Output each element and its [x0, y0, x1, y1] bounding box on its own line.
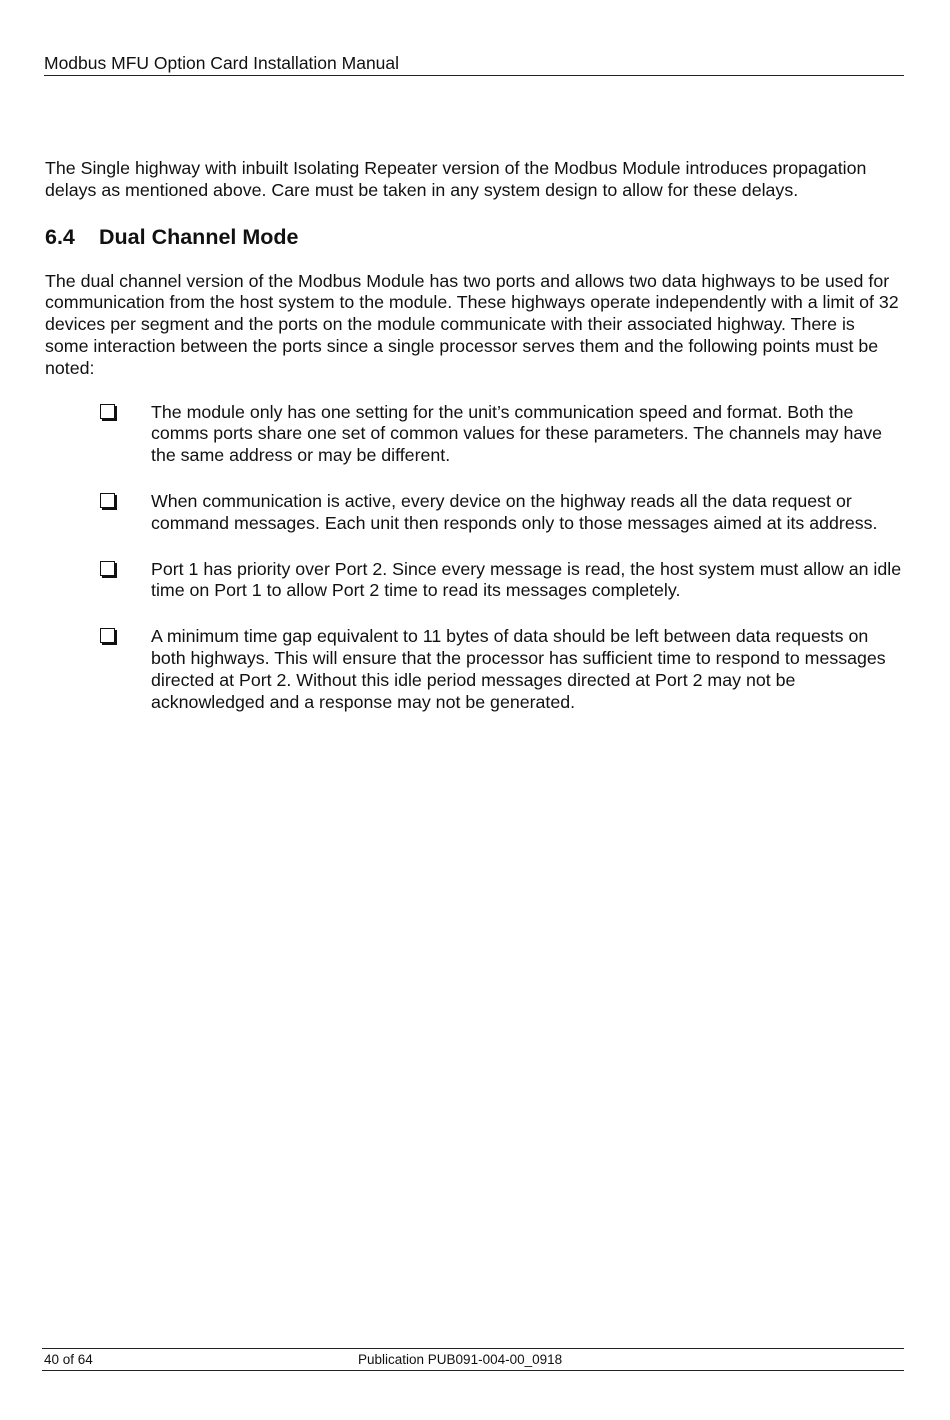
section-number: 6.4 — [45, 224, 75, 249]
page-content — [45, 158, 903, 737]
checkbox-bullet-icon — [100, 561, 115, 576]
bullet-item — [45, 559, 903, 603]
section-heading — [45, 224, 903, 250]
page-footer — [42, 1348, 904, 1371]
intro-paragraph: The Single highway with inbuilt Isolating Repeater version of the Modbus Module introduces propagation delays as mentioned above. Care must be taken in any system design to allow for these delays. — [45, 158, 867, 200]
checkbox-bullet-icon — [100, 404, 115, 419]
bullet-text: When communication is active, every device on the highway reads all the data request or command messages. Each unit then responds only to those messages aimed at its address. — [151, 490, 878, 533]
bullet-item — [45, 491, 903, 535]
page-header — [44, 52, 904, 76]
section-title: Dual Channel Mode — [99, 224, 299, 249]
bullet-list — [45, 402, 903, 714]
section-body-paragraph: The dual channel version of the Modbus Module has two ports and allows two data highways to be used for communication from the host system to the module. These highways operate independently with a limit of 32 devices per segment and the ports on the module communicate with their associated highway. There is some interaction between the ports since a single processor serves them and the following points must be noted: — [45, 270, 899, 378]
bullet-text: The module only has one setting for the unit’s communication speed and format. Both the comms ports share one set of common values for these parameters. The channels may have the same address or may be different. — [151, 401, 883, 466]
checkbox-bullet-icon — [100, 493, 115, 508]
bullet-text: A minimum time gap equivalent to 11 bytes of data should be left between data requests on both highways. This will ensure that the processor has sufficient time to respond to messages directed at Port 2. Without this idle period messages directed at Port 2 may not be acknowledged and a response may not be generated. — [151, 626, 886, 712]
bullet-item — [45, 626, 903, 713]
bullet-text: Port 1 has priority over Port 2. Since every message is read, the host system must allow an idle time on Port 1 to allow Port 2 time to read its messages completely. — [151, 558, 902, 601]
document-title: Modbus MFU Option Card Installation Manual — [44, 53, 400, 73]
checkbox-bullet-icon — [100, 628, 115, 643]
bullet-item — [45, 402, 903, 467]
publication-id: Publication PUB091-004-00_0918 — [358, 1352, 563, 1367]
page-number: 40 of 64 — [44, 1352, 93, 1367]
